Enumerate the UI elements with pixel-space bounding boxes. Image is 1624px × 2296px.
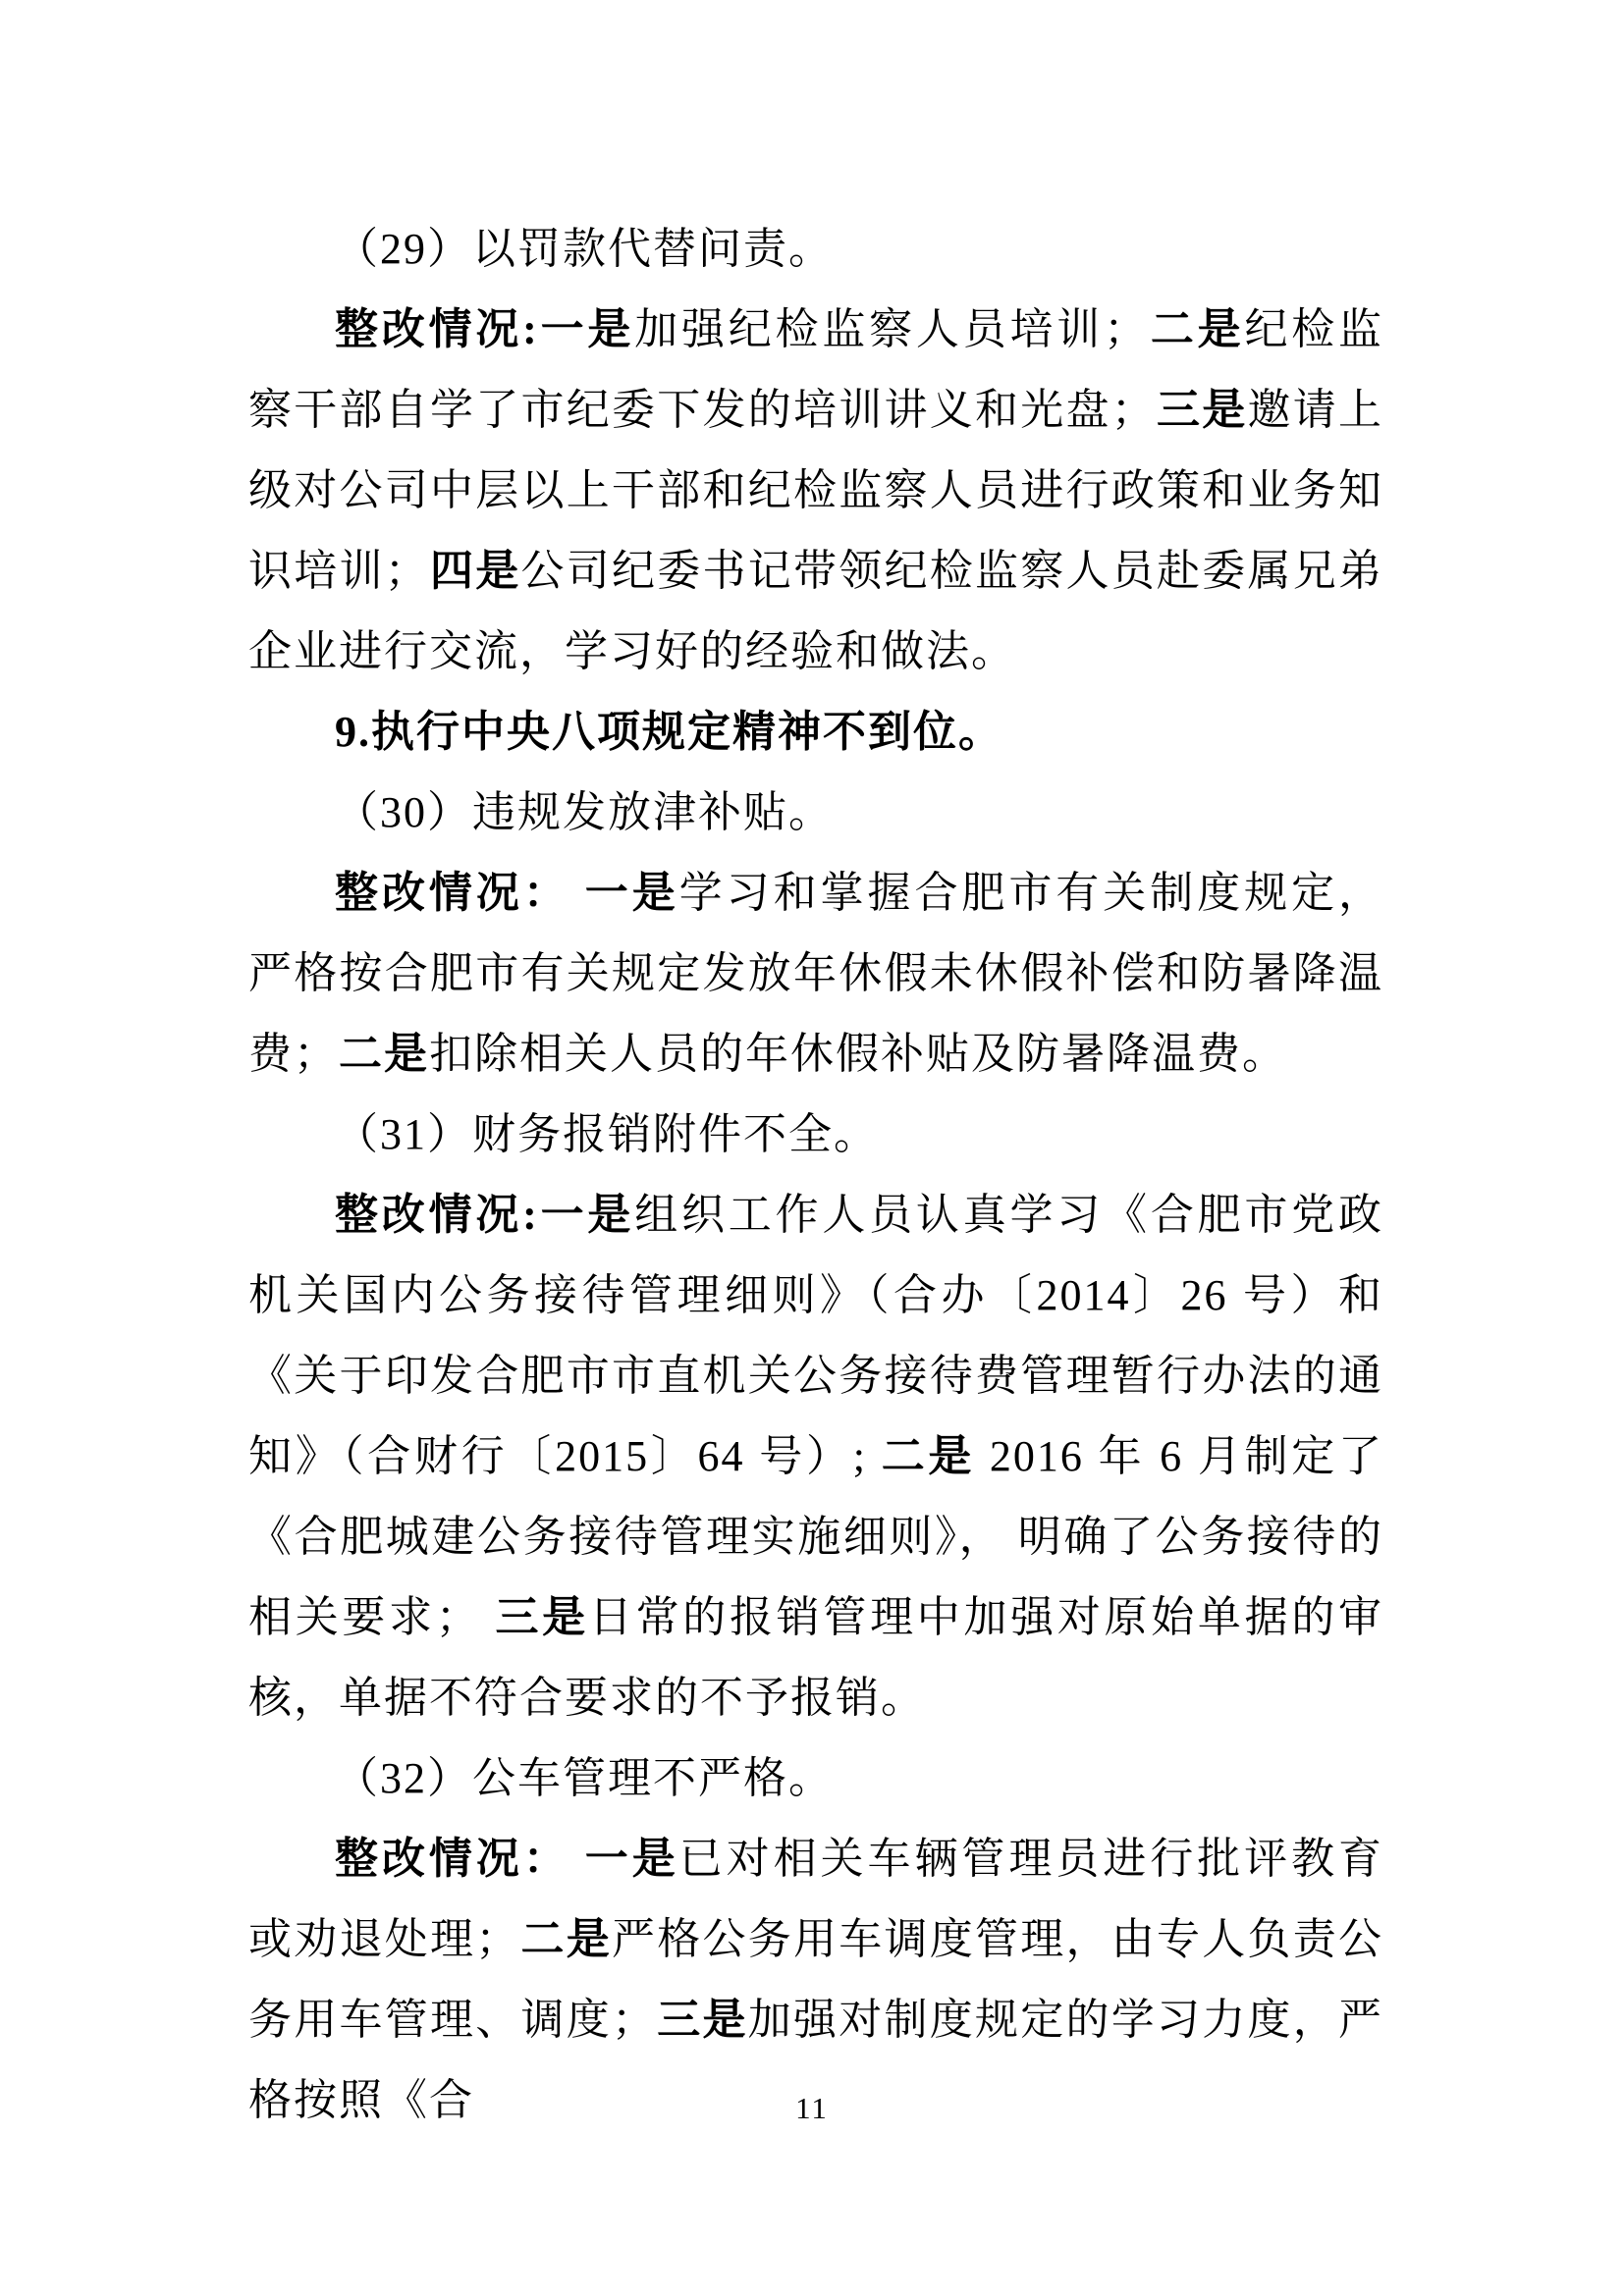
text-run: （30）违规发放津补贴。 (335, 788, 834, 836)
text-run: 二是 (339, 1030, 429, 1078)
text-run: 整改情况： (335, 869, 570, 917)
text-run: （29）以罚款代替问责。 (335, 225, 834, 273)
text-run: 组织工作人员认真学习《合肥市党政机关国内公务接待管理细则》（合办〔2014〕26 号）和《关于印发合肥市市直机关公务接待费管理暂行办法的通知》（合财行〔2015〕64 号）; (248, 1191, 1384, 1480)
text-run: （32）公车管理不严格。 (335, 1754, 834, 1802)
text-run: 已对相关车辆管理员进行批评教育或劝退处理； (248, 1835, 1384, 1963)
text-run: 一是 (584, 869, 679, 917)
item-30-title (248, 773, 1383, 853)
text-run: 一是 (538, 1191, 635, 1239)
text-run: 三是 (657, 1996, 748, 2044)
text-run: 2016 年 6 月制定了《合肥城建公务接待管理实施细则》， 明确了公务接待的相关要求； (248, 1432, 1384, 1641)
text-run: 整改情况： (335, 1835, 570, 1883)
item-29-rectification (248, 290, 1383, 692)
text-run: 二是 (520, 1915, 612, 1963)
item-32-title (248, 1738, 1383, 1819)
text-run: （31）财务报销附件不全。 (335, 1110, 879, 1158)
text-run: 纪检监察干部自学了市纪委下发的培训讲义和光盘； (248, 305, 1384, 434)
text-run: 加强纪检监察人员培训； (634, 305, 1150, 353)
item-29-title (248, 209, 1383, 290)
text-column (248, 209, 1383, 2141)
text-run: 一是 (538, 305, 635, 353)
text-run: 二是 (1149, 305, 1245, 353)
text-run: 9.执行中央八项规定精神不到位。 (335, 708, 1003, 756)
text-run: 四是 (429, 547, 521, 595)
text-run: 三是 (495, 1593, 589, 1641)
item-30-rectification (248, 853, 1383, 1095)
text-run: 二是 (881, 1432, 976, 1480)
text-run: 一是 (584, 1835, 679, 1883)
text-run: 邀请上级对公司中层以上干部和纪检监察人员进行政策和业务知识培训； (248, 386, 1383, 595)
text-run: 严格公务用车调度管理，由专人负责公务用车管理、调度； (248, 1915, 1383, 2044)
text-run (570, 869, 585, 917)
text-run: 扣除相关人员的年休假补贴及防暑降温费。 (429, 1030, 1287, 1078)
text-run: 整改情况: (335, 305, 539, 353)
item-31-title (248, 1095, 1383, 1175)
text-run (570, 1835, 585, 1883)
text-run: 学习和掌握合肥市有关制度规定，严格按合肥市有关规定发放年休假未休假补偿和防暑降温费； (248, 869, 1384, 1078)
item-31-rectification (248, 1175, 1383, 1738)
text-run: 日常的报销管理中加强对原始单据的审核，单据不符合要求的不予报销。 (248, 1593, 1384, 1722)
section-9-heading (248, 692, 1383, 773)
page-number: 11 (795, 2091, 829, 2125)
text-run: 加强对制度规定的学习力度，严格按照《合 (248, 1996, 1383, 2124)
text-run: 整改情况: (335, 1191, 539, 1239)
text-run: 三是 (1156, 386, 1248, 434)
text-run: 公司纪委书记带领纪检监察人员赴委属兄弟企业进行交流，学习好的经验和做法。 (248, 547, 1383, 675)
